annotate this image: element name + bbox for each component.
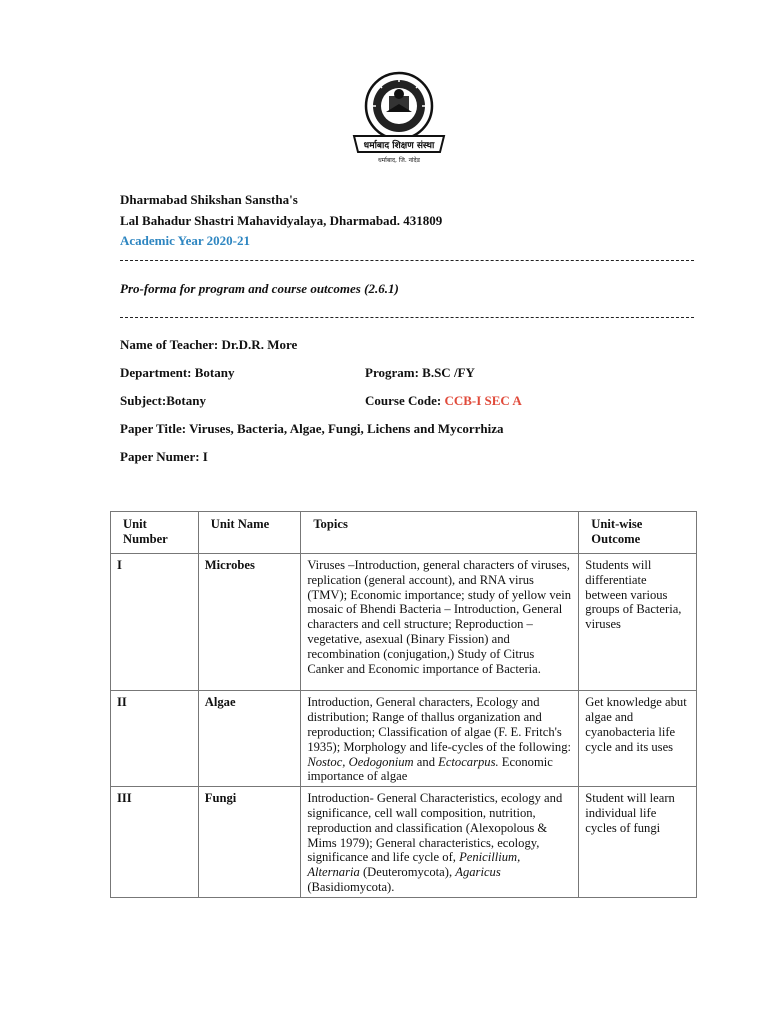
unit-outcome: Get knowledge abut algae and cyanobacteria life cycle and its uses	[579, 691, 697, 787]
unit-outcome: Student will learn individual life cycles of fungi	[579, 787, 697, 898]
institution-logo	[346, 70, 452, 166]
unit-name: Algae	[198, 691, 301, 787]
program-line: Program: B.SC /FY	[365, 365, 475, 380]
header-outcome: Unit-wise Outcome	[579, 512, 697, 554]
header-unit-name: Unit Name	[198, 512, 301, 554]
unit-number: III	[111, 787, 199, 898]
header-unit-number: Unit Number	[111, 512, 199, 554]
unit-outcome: Students will differentiate between various groups of Bacteria, viruses	[579, 554, 697, 691]
paper-title-line: Paper Title: Viruses, Bacteria, Algae, Fungi, Lichens and Mycorrhiza	[120, 421, 504, 436]
divider	[120, 317, 694, 318]
teacher-name: Dr.D.R. More	[221, 337, 298, 352]
unit-topics: Viruses –Introduction, general characters of viruses, replication (general account), and RNA virus (TMV); Economic importance; study of yellow vein mosaic of Bhendi Bacteria – Introduction, General characters and cell structure; Reproduction – vegetative, asexual (Binary Fission) and recombination (conjugation,) Study of Citrus Canker and Economic importance of Bacteria.	[301, 554, 579, 691]
unit-topics: Introduction- General Characteristics, ecology and significance, cell wall composition, nutrition, reproduction and classification (Alexopolous & Mims 1979); General characteristics, ecology, significance and life cycle of, Penicillium, Alternaria (Deuteromycota), Agaricus (Basidiomycota).	[301, 787, 579, 898]
teacher-line: Name of Teacher: Dr.D.R. More	[120, 337, 298, 352]
svg-text:धर्माबाद, जि. नांदेड: धर्माबाद, जि. नांदेड	[378, 157, 420, 164]
department-line: Department: Botany	[120, 365, 235, 380]
svg-text:धर्माबाद शिक्षण संस्था: धर्माबाद शिक्षण संस्था	[363, 141, 435, 151]
course-code-value: CCB-I SEC A	[444, 393, 522, 408]
course-code-line: Course Code: CCB-I SEC A	[365, 393, 522, 408]
table-header-row	[111, 512, 697, 554]
subject-line: Subject:Botany	[120, 393, 206, 408]
academic-year: Academic Year 2020-21	[120, 233, 250, 248]
proforma-title: Pro-forma for program and course outcomes (2.6.1)	[120, 281, 399, 296]
org-name: Dharmabad Shikshan Sanstha's	[120, 192, 298, 207]
divider	[120, 260, 694, 261]
header-topics: Topics	[301, 512, 579, 554]
table-row	[111, 554, 697, 691]
paper-title-value: Viruses, Bacteria, Algae, Fungi, Lichens and Mycorrhiza	[189, 421, 504, 436]
unit-topics: Introduction, General characters, Ecology and distribution; Range of thallus organization and reproduction; Classification of algae (F. E. Fritch's 1935); Morphology and life-cycles of the following: Nostoc, Oedogonium and Ectocarpus. Economic importance of algae	[301, 691, 579, 787]
college-name: Lal Bahadur Shastri Mahavidyalaya, Dharmabad. 431809	[120, 213, 443, 228]
unit-number: I	[111, 554, 199, 691]
paper-number-line: Paper Numer: I	[120, 449, 208, 464]
program-value: B.SC /FY	[422, 365, 475, 380]
department-value: Botany	[194, 365, 235, 380]
table-row	[111, 787, 697, 898]
outcomes-table	[110, 511, 697, 898]
subject-value: Botany	[166, 393, 206, 408]
paper-number-value: I	[202, 449, 208, 464]
unit-name: Fungi	[198, 787, 301, 898]
unit-name: Microbes	[198, 554, 301, 691]
table-row	[111, 691, 697, 787]
unit-number: II	[111, 691, 199, 787]
